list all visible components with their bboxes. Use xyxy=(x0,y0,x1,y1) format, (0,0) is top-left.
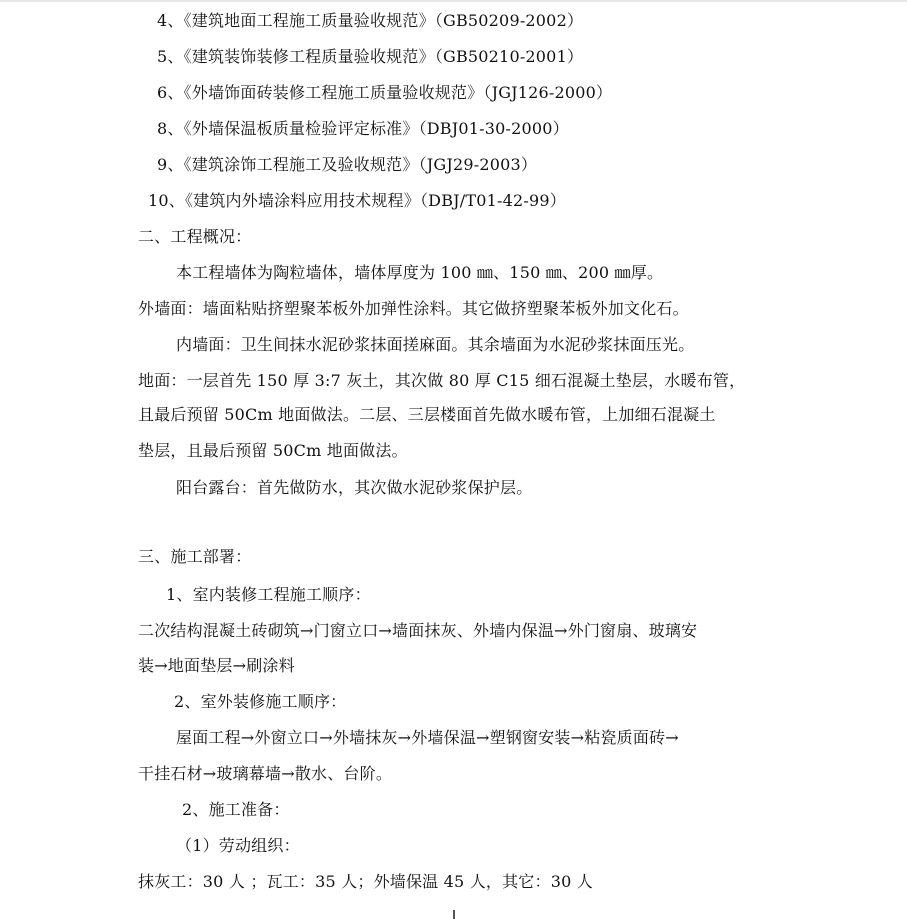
page-marker xyxy=(453,910,455,919)
section-heading-overview: 二、工程概况： xyxy=(138,227,252,246)
paragraph-floor-line-2: 且最后预留 50Cm 地面做法。二层、三层楼面首先做水暖布管，上加细石混凝土 xyxy=(138,405,716,424)
reference-item-8: 8、《外墙保温板质量检验评定标准》（DBJ01-30-2000） xyxy=(157,119,569,138)
interior-sequence-line-2: 装→地面垫层→刷涂料 xyxy=(138,656,295,675)
paragraph-balcony: 阳台露台：首先做防水，其次做水泥砂浆保护层。 xyxy=(176,478,533,497)
section-heading-deployment: 三、施工部署： xyxy=(138,547,252,566)
subheading-interior-sequence: 1、室内装修工程施工顺序： xyxy=(166,585,371,604)
interior-sequence-line-1: 二次结构混凝土砖砌筑→门窗立口→墙面抹灰、外墙内保温→外门窗扇、玻璃安 xyxy=(138,621,698,640)
paragraph-floor-line-3: 垫层，且最后预留 50Cm 地面做法。 xyxy=(138,441,408,460)
subheading-labor: （1）劳动组织： xyxy=(176,836,300,855)
reference-item-9: 9、《建筑涂饰工程施工及验收规范》（JGJ29-2003） xyxy=(157,155,538,174)
exterior-sequence-line-2: 干挂石材→玻璃幕墙→散水、台阶。 xyxy=(138,764,393,783)
paragraph-floor-line-1: 地面：一层首先 150 厚 3:7 灰土，其次做 80 厚 C15 细石混凝土垫层，水暖布管， xyxy=(138,371,746,390)
reference-item-10: 10、《建筑内外墙涂料应用技术规程》（DBJ/T01-42-99） xyxy=(148,191,566,210)
reference-item-4: 4、《建筑地面工程施工质量验收规范》（GB50209-2002） xyxy=(157,11,584,30)
paragraph-wall-thickness: 本工程墙体为陶粒墙体，墙体厚度为 100 ㎜、150 ㎜、200 ㎜厚。 xyxy=(176,263,664,282)
reference-item-5: 5、《建筑装饰装修工程质量验收规范》（GB50210-2001） xyxy=(157,47,584,66)
reference-item-6: 6、《外墙饰面砖装修工程施工质量验收规范》（JGJ126-2000） xyxy=(157,83,613,102)
exterior-sequence-line-1: 屋面工程→外窗立口→外墙抹灰→外墙保温→塑钢窗安装→粘瓷质面砖→ xyxy=(176,728,679,747)
paragraph-exterior-wall: 外墙面：墙面粘贴挤塑聚苯板外加弹性涂料。其它做挤塑聚苯板外加文化石。 xyxy=(138,299,689,318)
subheading-exterior-sequence: 2、室外装修施工顺序： xyxy=(174,692,347,711)
subheading-preparation: 2、施工准备： xyxy=(182,800,290,819)
labor-allocation: 抹灰工：30 人 ；瓦工：35 人；外墙保温 45 人，其它：30 人 xyxy=(138,872,593,891)
paragraph-interior-wall: 内墙面：卫生间抹水泥砂浆抹面搓麻面。其余墙面为水泥砂浆抹面压光。 xyxy=(176,335,695,354)
